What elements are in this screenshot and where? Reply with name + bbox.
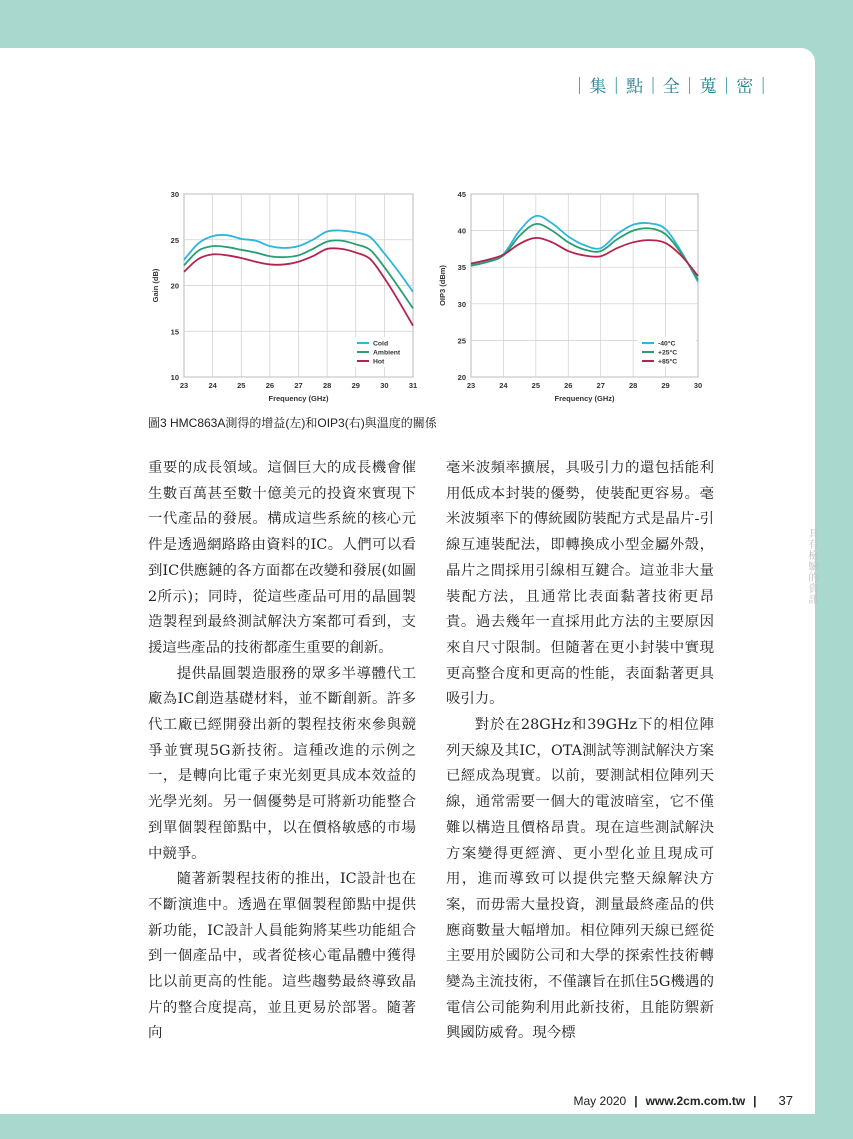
header-char-5: 密 [736, 77, 755, 97]
paragraph: 重要的成長領域。這個巨大的成長機會催生數百萬甚至數十億美元的投資來實現下一代產品的發展。構成這些系統的核心元件是透過網路路由資料的IC。人們可以看到IC供應鏈的各方面都在改變和發展(如圖2所示)；同時，從這些產品可用的晶圓製造製程到最終測試解決方案都可看到，支援這些產品的技術都產生重要的創新。 [148, 460, 416, 656]
website-link[interactable]: www.2cm.com.tw [645, 1093, 746, 1108]
x-tick-label: 26 [564, 381, 573, 390]
header-separator: | [760, 74, 767, 95]
header-char-2: 點 [626, 77, 645, 97]
right-column [446, 456, 714, 1047]
x-tick-label: 24 [499, 381, 508, 390]
x-tick-label: 24 [208, 381, 217, 390]
page-footer [574, 1093, 793, 1108]
footer-separator: | [753, 1093, 757, 1108]
paragraph: 提供晶圓製造服務的眾多半導體代工廠為IC創造基礎材料，並不斷創新。許多代工廠已經開發出新的製程技術來參與競爭並實現5G新技術。這種改進的示例之一，是轉向比電子束光刻更具成本效益的光學光刻。另一個優勢是可將新功能整合到單個製程節點中，以在價格敏感的市場中競爭。 [148, 665, 416, 862]
x-tick-label: 23 [466, 381, 476, 390]
figure-caption: 圖3 HMC863A測得的增益(左)和OIP3(右)與溫度的關係 [148, 416, 437, 430]
legend-label: Cold [373, 340, 389, 348]
side-note: 具有檢驗的資訊 [806, 528, 817, 605]
header-separator: | [613, 74, 621, 95]
page-number: 37 [778, 1093, 793, 1108]
paragraph: 對於在28GHz和39GHz下的相位陣列天線及其IC，OTA測試等測試解決方案已經成為現實。以前，要測試相位陣列天線，通常需要一個大的電波暗室，它不僅難以構造且價格昂貴。現在這些測試解決方案變得更經濟、更小型化並且現成可用，進而導致可以提供完整天線解決方案，而毋需大量投資，測量最終產品的供應商數量大幅增加。相位陣列天線已經從主要用於國防公司和大學的探索性技術轉變為主流技術，不僅讓旨在抓住5G機遇的電信公司能夠利用此新技術，且能防禦新興國防威脅。現今標 [446, 717, 714, 1042]
y-axis-label: Gain (dB) [151, 268, 160, 303]
x-axis-label: Frequency (GHz) [554, 394, 615, 403]
y-tick-label: 10 [170, 373, 179, 382]
y-tick-label: 30 [457, 299, 466, 309]
legend-label: +25°C [658, 349, 678, 357]
header-char-1: 集 [589, 77, 608, 97]
header-char-4: 蒐 [699, 77, 718, 97]
y-tick-label: 20 [457, 373, 466, 382]
paragraph: 毫米波頻率擴展，具吸引力的還包括能利用低成本封裝的優勢，使裝配更容易。毫米波頻率下的傳統國防裝配方式是晶片-引線互連裝配法，即轉換成小型金屬外殼，晶片之間採用引線相互鍵合。這並非大量裝配方法，且通常比表面黏著技術更昂貴。過去幾年一直採用此方法的主要原因來自尺寸限制。但隨著在更小封裝中實現更高整合度和更高的性能，表面黏著更具吸引力。 [446, 460, 714, 708]
legend-label: Hot [373, 358, 385, 366]
y-tick-label: 25 [170, 235, 179, 245]
header-char-3: 全 [662, 77, 681, 97]
y-tick-label: 30 [170, 190, 179, 199]
x-tick-label: 23 [179, 381, 189, 390]
header-separator: | [576, 74, 584, 95]
y-tick-label: 35 [457, 263, 466, 273]
y-tick-label: 45 [457, 190, 466, 199]
legend-label: Ambient [373, 349, 401, 357]
x-tick-label: 28 [322, 381, 332, 390]
x-tick-label: 30 [380, 381, 389, 390]
figure-charts [0, 48, 815, 418]
x-tick-label: 25 [237, 381, 246, 390]
x-tick-label: 27 [294, 381, 303, 390]
page [0, 48, 815, 1114]
left-column [148, 456, 416, 1047]
y-tick-label: 15 [170, 327, 179, 337]
footer-separator: | [634, 1093, 638, 1108]
x-tick-label: 25 [531, 381, 541, 390]
legend-label: +85°C [658, 358, 678, 366]
header-separator: | [686, 74, 694, 95]
legend-label: -40°C [658, 340, 676, 348]
x-tick-label: 29 [661, 381, 670, 390]
paragraph: 隨著新製程技術的推出，IC設計也在不斷演進中。透過在單個製程節點中提供新功能，IC設計人員能夠將某些功能組合到一個產品中，或者從核心電晶體中獲得比以前更高的性能。這些趨勢最終導致晶片的整合度提高，並且更易於部署。隨著向 [148, 871, 416, 1042]
y-tick-label: 40 [457, 226, 466, 236]
x-axis-label: Frequency (GHz) [268, 394, 329, 403]
x-tick-label: 30 [693, 381, 703, 390]
x-tick-label: 27 [596, 381, 605, 390]
oip3-chart [438, 190, 702, 403]
x-tick-label: 26 [265, 381, 275, 390]
x-tick-label: 28 [628, 381, 638, 390]
x-tick-label: 31 [408, 381, 418, 390]
gain-chart [151, 190, 417, 403]
y-tick-label: 25 [457, 336, 466, 346]
y-axis-label: OIP3 (dBm) [438, 265, 447, 306]
header-separator: | [723, 74, 731, 95]
header-separator: | [650, 74, 657, 95]
x-tick-label: 29 [351, 381, 360, 390]
y-tick-label: 20 [170, 281, 179, 291]
issue-date: May 2020 [573, 1093, 627, 1108]
